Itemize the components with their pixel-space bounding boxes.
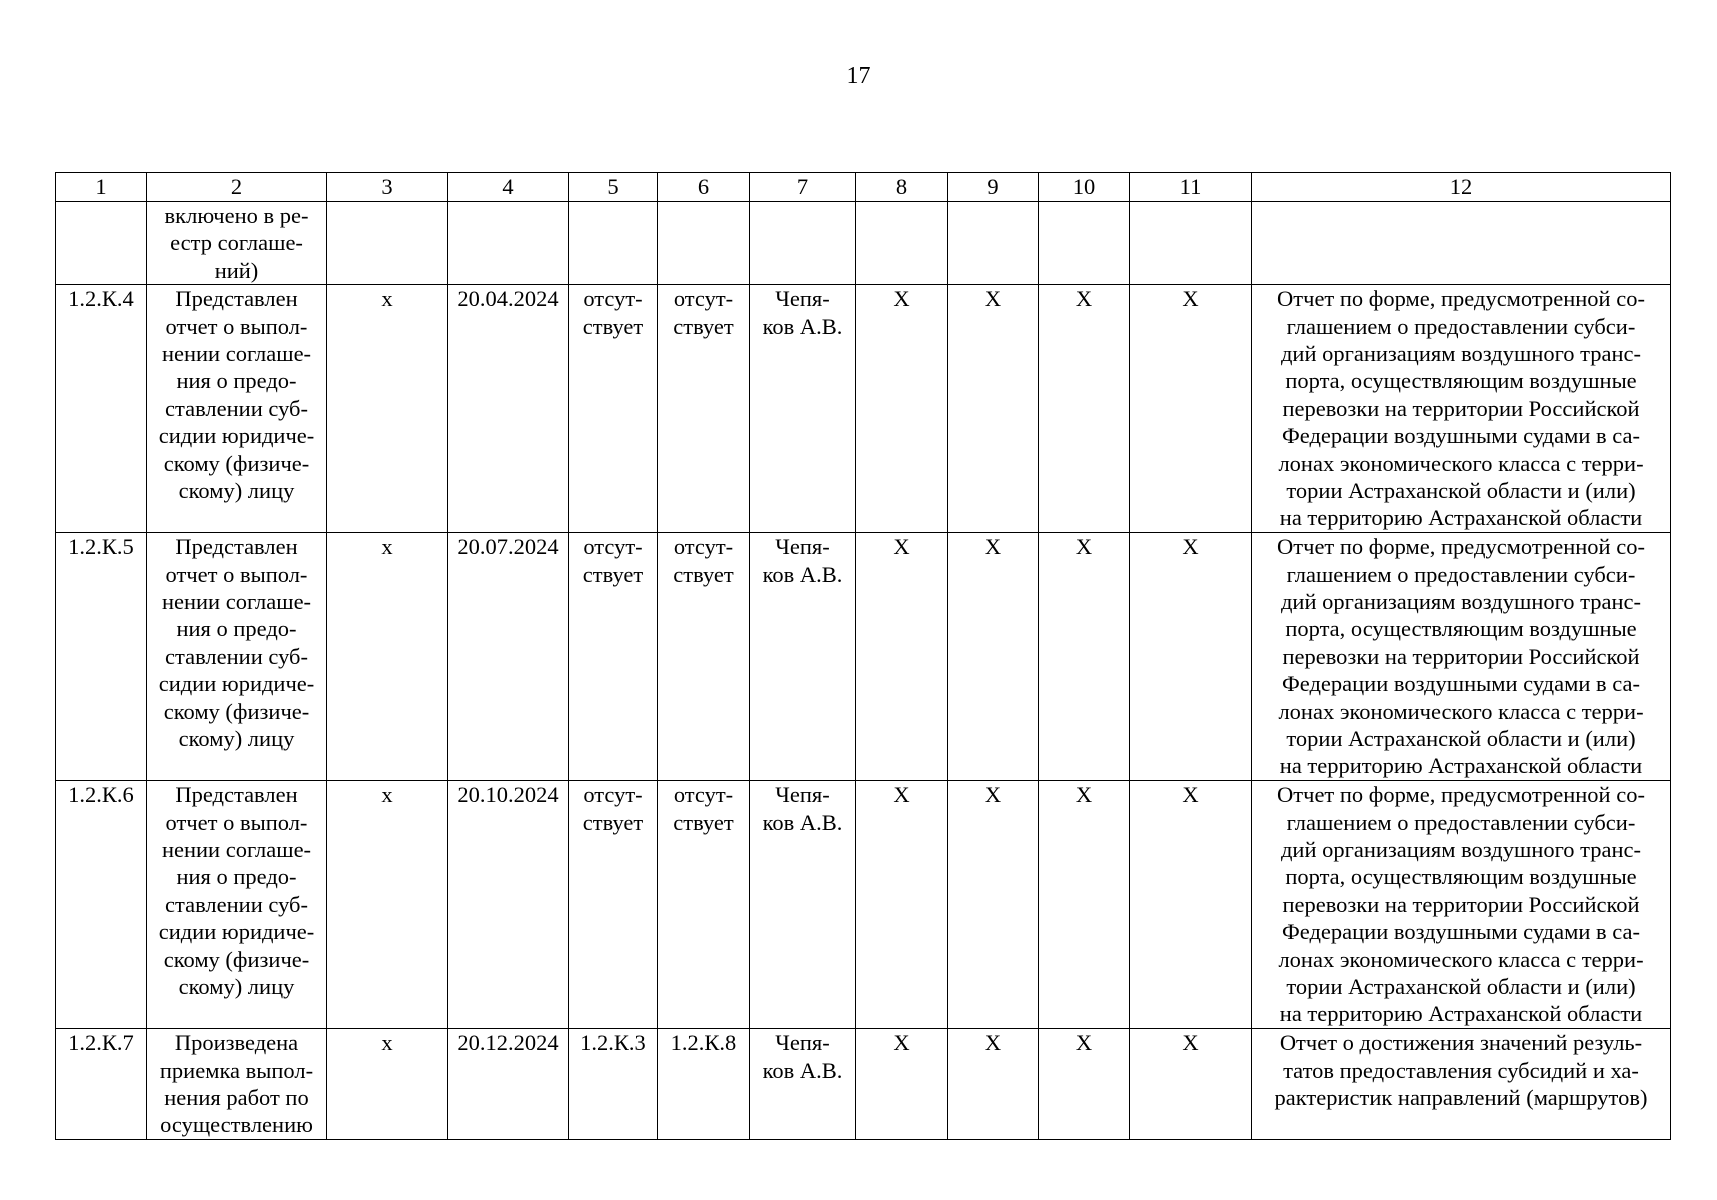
column-header: 1: [56, 173, 147, 202]
table-cell: х: [327, 1029, 448, 1140]
table-cell: Х: [856, 533, 948, 781]
table-cell: 1.2.К.3: [569, 1029, 658, 1140]
plan-table: [55, 172, 1671, 1140]
date-cell: 20.07.2024: [448, 533, 569, 781]
table-cell: Х: [856, 1029, 948, 1140]
description-cell: Произведена приемка выпол- нения работ по осуществлению: [147, 1029, 327, 1140]
continuation-row: [56, 202, 1671, 285]
table-cell: Х: [948, 781, 1039, 1029]
column-header: 11: [1130, 173, 1252, 202]
table-cell: Х: [1130, 781, 1252, 1029]
date-cell: 20.10.2024: [448, 781, 569, 1029]
column-header: 12: [1252, 173, 1671, 202]
description-cell: Представлен отчет о выпол- нении соглаше- ния о предо- ставлении суб- сидии юридиче- скому (физиче- скому) лицу: [147, 781, 327, 1029]
table-cell: [948, 202, 1039, 285]
responsible-cell: Чепя- ков А.В.: [750, 533, 856, 781]
table-cell: Х: [1039, 533, 1130, 781]
table-cell: Х: [948, 285, 1039, 533]
table-cell: 1.2.К.8: [658, 1029, 750, 1140]
table-cell: Х: [1130, 285, 1252, 533]
table-cell: Х: [1130, 1029, 1252, 1140]
column-header: 8: [856, 173, 948, 202]
table-cell: Х: [856, 781, 948, 1029]
table-row: [56, 533, 1671, 781]
column-header: 10: [1039, 173, 1130, 202]
table-cell: отсут- ствует: [569, 285, 658, 533]
table-cell: Х: [1039, 781, 1130, 1029]
page-number: 17: [846, 63, 871, 89]
column-header: 9: [948, 173, 1039, 202]
code-cell: 1.2.К.5: [56, 533, 147, 781]
column-header: 6: [658, 173, 750, 202]
responsible-cell: Чепя- ков А.В.: [750, 781, 856, 1029]
column-header: 5: [569, 173, 658, 202]
code-cell: 1.2.К.7: [56, 1029, 147, 1140]
description-cell: включено в ре- естр соглаше- ний): [147, 202, 327, 285]
table-cell: отсут- ствует: [569, 533, 658, 781]
table-cell: [56, 202, 147, 285]
result-cell: Отчет по форме, предусмотренной со- глашением о предоставлении субси- дий организациям воздушного транс- порта, осуществляющим воздушные перевозки на территории Российской Федерации воздушными судами в са- лонах экономического класса с терри- тории Астраханской области и (или) на территорию Астраханской области: [1252, 533, 1671, 781]
column-header: 3: [327, 173, 448, 202]
table-cell: х: [327, 781, 448, 1029]
code-cell: 1.2.К.6: [56, 781, 147, 1029]
table-cell: Х: [1039, 285, 1130, 533]
description-cell: Представлен отчет о выпол- нении соглаше- ния о предо- ставлении суб- сидии юридиче- скому (физиче- скому) лицу: [147, 533, 327, 781]
table-cell: отсут- ствует: [658, 781, 750, 1029]
table-cell: отсут- ствует: [658, 533, 750, 781]
table-row: [56, 781, 1671, 1029]
table-row: [56, 285, 1671, 533]
table-cell: Х: [1130, 533, 1252, 781]
table-cell: Х: [948, 533, 1039, 781]
result-cell: Отчет по форме, предусмотренной со- глашением о предоставлении субси- дий организациям воздушного транс- порта, осуществляющим воздушные перевозки на территории Российской Федерации воздушными судами в са- лонах экономического класса с терри- тории Астраханской области и (или) на территорию Астраханской области: [1252, 781, 1671, 1029]
table-row: [56, 1029, 1671, 1140]
date-cell: 20.04.2024: [448, 285, 569, 533]
table-cell: [569, 202, 658, 285]
table-cell: Х: [948, 1029, 1039, 1140]
table-cell: [856, 202, 948, 285]
table-cell: отсут- ствует: [658, 285, 750, 533]
table-cell: х: [327, 285, 448, 533]
table-cell: Х: [856, 285, 948, 533]
table-cell: [1252, 202, 1671, 285]
table-cell: [1039, 202, 1130, 285]
table-cell: х: [327, 533, 448, 781]
code-cell: 1.2.К.4: [56, 285, 147, 533]
table-header-row: [56, 173, 1671, 202]
table-cell: [327, 202, 448, 285]
column-header: 7: [750, 173, 856, 202]
date-cell: 20.12.2024: [448, 1029, 569, 1140]
table-cell: [750, 202, 856, 285]
table-cell: отсут- ствует: [569, 781, 658, 1029]
column-header: 4: [448, 173, 569, 202]
table-cell: [658, 202, 750, 285]
table-cell: [1130, 202, 1252, 285]
description-cell: Представлен отчет о выпол- нении соглаше- ния о предо- ставлении суб- сидии юридиче- скому (физиче- скому) лицу: [147, 285, 327, 533]
table-cell: Х: [1039, 1029, 1130, 1140]
result-cell: Отчет о достижения значений резуль- татов предоставления субсидий и ха- рактеристик направлений (маршрутов): [1252, 1029, 1671, 1140]
result-cell: Отчет по форме, предусмотренной со- глашением о предоставлении субси- дий организациям воздушного транс- порта, осуществляющим воздушные перевозки на территории Российской Федерации воздушными судами в са- лонах экономического класса с терри- тории Астраханской области и (или) на территорию Астраханской области: [1252, 285, 1671, 533]
column-header: 2: [147, 173, 327, 202]
responsible-cell: Чепя- ков А.В.: [750, 285, 856, 533]
table-cell: [448, 202, 569, 285]
responsible-cell: Чепя- ков А.В.: [750, 1029, 856, 1140]
